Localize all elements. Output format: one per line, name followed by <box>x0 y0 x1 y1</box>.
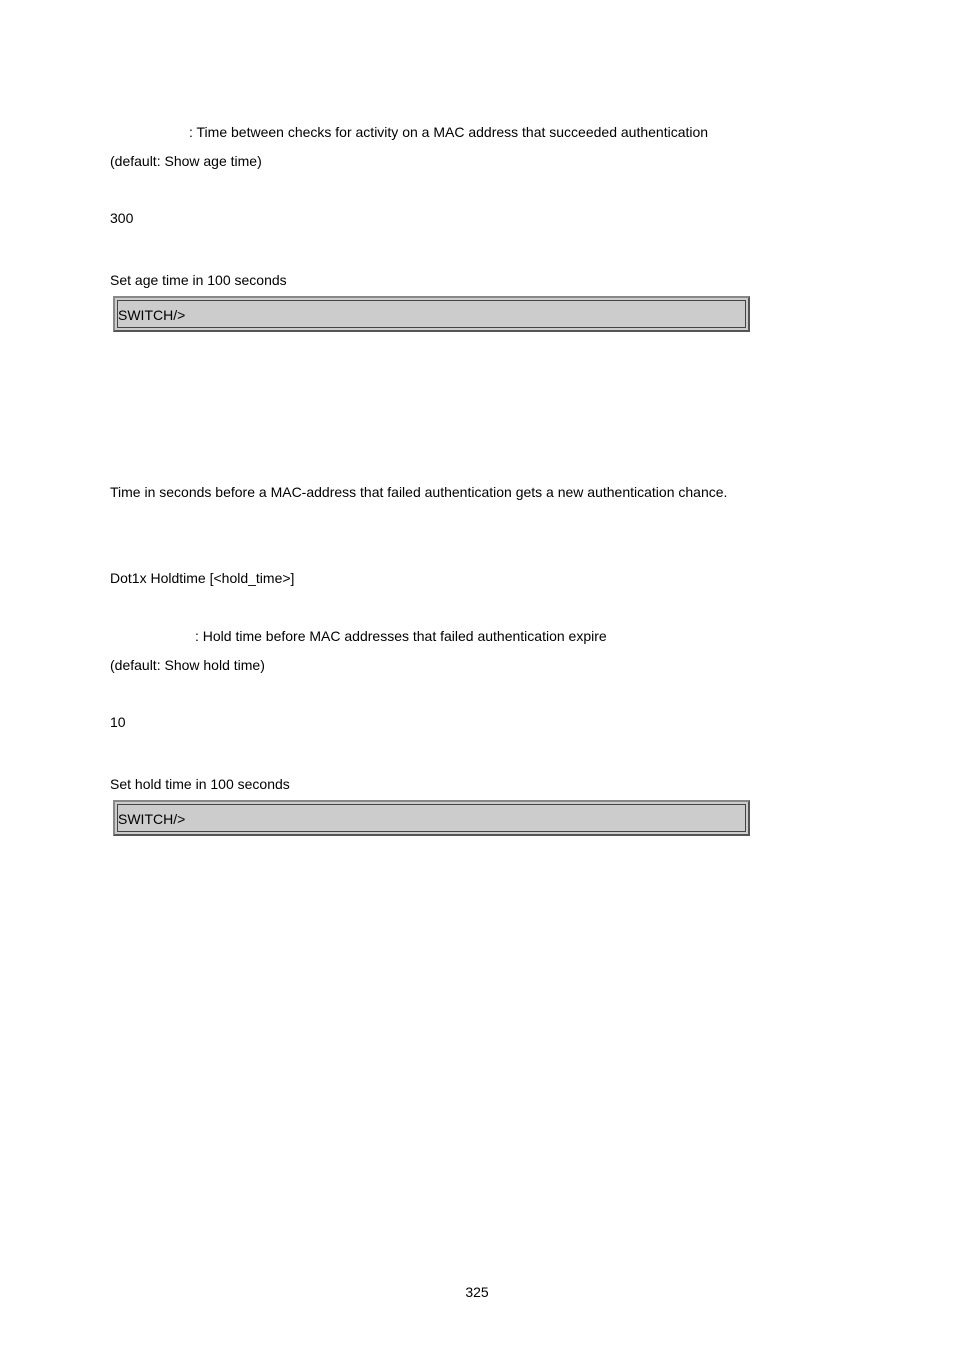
age-param-description: : Time between checks for activity on a MAC address that succeeded authentication <box>189 124 709 140</box>
age-example-value: 300 <box>110 210 134 226</box>
hold-param-description: : Hold time before MAC addresses that failed authentication expire <box>195 628 607 644</box>
hold-command-prompt: SWITCH/> <box>118 811 186 827</box>
age-example-description: Set age time in 100 seconds <box>110 272 287 288</box>
hold-default-note: (default: Show hold time) <box>110 657 265 673</box>
hold-example-description: Set hold time in 100 seconds <box>110 776 290 792</box>
age-command-prompt: SWITCH/> <box>118 307 186 323</box>
age-default-note: (default: Show age time) <box>110 153 262 169</box>
hold-command-box <box>113 800 750 836</box>
age-command-box <box>113 296 750 332</box>
hold-syntax: Dot1x Holdtime [<hold_time>] <box>110 570 295 586</box>
hold-example-value: 10 <box>110 714 126 730</box>
page-number: 325 <box>465 1284 489 1300</box>
hold-description: Time in seconds before a MAC-address that failed authentication gets a new authentication chance. <box>110 484 728 500</box>
